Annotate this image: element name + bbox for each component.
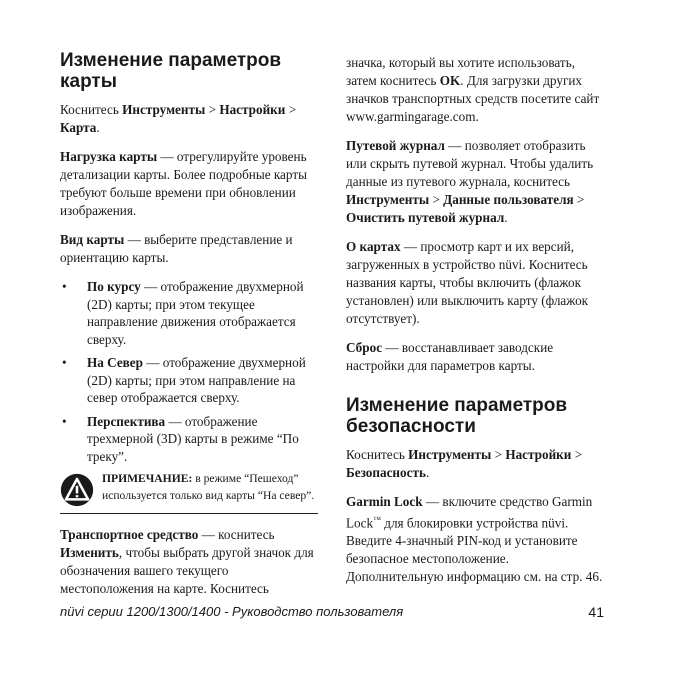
intro-sep: >	[571, 447, 583, 462]
trip-log-suffix: .	[504, 210, 508, 225]
intro-security: Безопасность	[346, 465, 426, 480]
intro-text: Коснитесь	[346, 447, 409, 462]
list-item	[60, 413, 318, 466]
caution-triangle-icon	[60, 473, 94, 507]
trip-log-paragraph	[346, 137, 608, 227]
garmin-lock-text: для блокировки устройства nüvi. Введите 4-значный PIN-код и установите безопасное местоположение. Дополнительную информацию см. на стр. 46.	[346, 515, 603, 585]
list-item-term: Перспектива	[87, 413, 166, 429]
vehicle-cont-text: значка, который вы хотите использовать, затем коснитесь	[346, 55, 576, 88]
note-body: в режиме “Пешеход” используется только вид карты “На север”.	[102, 472, 315, 502]
garmin-lock-paragraph	[346, 493, 608, 586]
list-item-term: На Север	[87, 355, 143, 370]
intro-settings: Настройки	[219, 102, 286, 117]
vehicle-change: Изменить	[60, 545, 119, 560]
list-item	[60, 354, 318, 407]
trip-log-userdata: Данные пользователя	[443, 192, 574, 207]
garmin-lock-term: Garmin Lock	[346, 494, 423, 509]
list-item	[60, 278, 318, 348]
vehicle-text: , чтобы выбрать другой значок для обозначения вашего текущего местоположения на карте. Коснитесь	[60, 545, 314, 596]
intro-sep: >	[285, 102, 297, 117]
bullet-icon: •	[62, 413, 67, 429]
vehicle-cont-text: . Для загрузки других значков транспортных средств посетите сайт www.garmingarage.com.	[346, 73, 600, 124]
vehicle-paragraph	[60, 526, 318, 598]
trip-log-term: Путевой журнал	[346, 138, 445, 153]
about-maps-text: — просмотр карт и их версий, загруженных в устройство nüvi. Коснитесь названия карты, чтобы включить (флажок установлен) или выключить карту (флажок отсутствует).	[346, 239, 589, 326]
bullet-icon: •	[62, 279, 67, 294]
left-column	[60, 50, 318, 609]
intro-suffix: .	[96, 120, 100, 135]
garmin-lock-text: — включите средство Garmin Lock	[346, 494, 593, 531]
intro-suffix: .	[425, 465, 430, 480]
bullet-icon: •	[62, 355, 67, 370]
intro-tools: Инструменты	[408, 447, 492, 462]
vehicle-term: Транспортное средство	[60, 527, 199, 542]
list-item-term: По курсу	[87, 279, 141, 294]
trip-log-tools: Инструменты	[346, 192, 430, 207]
map-settings-heading: Изменение параметров карты	[60, 50, 282, 92]
list-item-text: — отображение трехмерной (3D) карты в режиме “По треку”.	[87, 413, 299, 464]
vehicle-cont-ok: OK	[439, 73, 461, 88]
map-view-options-list	[60, 278, 318, 465]
intro-sep: >	[205, 102, 220, 117]
reset-text: — восстанавливает заводские настройки для параметров карты.	[346, 340, 554, 373]
about-maps-term: О картах	[346, 239, 401, 254]
right-column	[346, 54, 608, 597]
vehicle-text: — коснитесь	[198, 527, 275, 542]
map-load-text: — отрегулируйте уровень детализации карты. Более подробные карты требуют больше времени при обновлении изображения.	[60, 149, 307, 218]
trip-log-clear: Очистить путевой журнал	[346, 210, 505, 225]
note-box	[60, 471, 318, 514]
note-label: ПРИМЕЧАНИЕ:	[102, 472, 193, 485]
map-view-text: — выберите представление и ориентацию карты.	[60, 232, 293, 265]
intro-settings: Настройки	[505, 447, 572, 462]
footer-title: nüvi серии 1200/1300/1400 - Руководство пользователя	[60, 604, 404, 619]
map-load-term: Нагрузка карты	[60, 149, 158, 164]
trademark-mark: ™	[373, 515, 381, 524]
trip-log-sep: >	[573, 192, 585, 207]
map-view-term: Вид карты	[60, 232, 125, 247]
map-view-paragraph	[60, 231, 318, 267]
intro-map: Карта	[60, 120, 97, 135]
security-intro	[346, 446, 608, 482]
about-maps-paragraph	[346, 238, 608, 328]
map-load-paragraph	[60, 148, 318, 220]
reset-term: Сброс	[346, 340, 383, 355]
intro-text: Коснитесь	[60, 102, 123, 117]
map-settings-intro	[60, 101, 318, 137]
intro-tools: Инструменты	[122, 102, 206, 117]
trip-log-sep: >	[429, 192, 444, 207]
intro-sep: >	[491, 447, 506, 462]
vehicle-continued-paragraph	[346, 54, 608, 126]
page-number: 41	[588, 604, 604, 620]
list-item-text: — отображение двухмерной (2D) карты; при этом направление на север отображается сверху.	[87, 355, 306, 405]
list-item-text: — отображение двухмерной (2D) карты; при этом текущее направление движения отображается сверху.	[87, 279, 304, 347]
page-footer	[60, 604, 608, 619]
trip-log-text: — позволяет отобразить или скрыть путевой журнал. Чтобы удалить данные из путевого журнала, коснитесь	[346, 138, 594, 189]
security-settings-heading: Изменение параметров безопасности	[346, 395, 568, 437]
reset-paragraph	[346, 339, 608, 375]
note-text	[102, 471, 318, 504]
